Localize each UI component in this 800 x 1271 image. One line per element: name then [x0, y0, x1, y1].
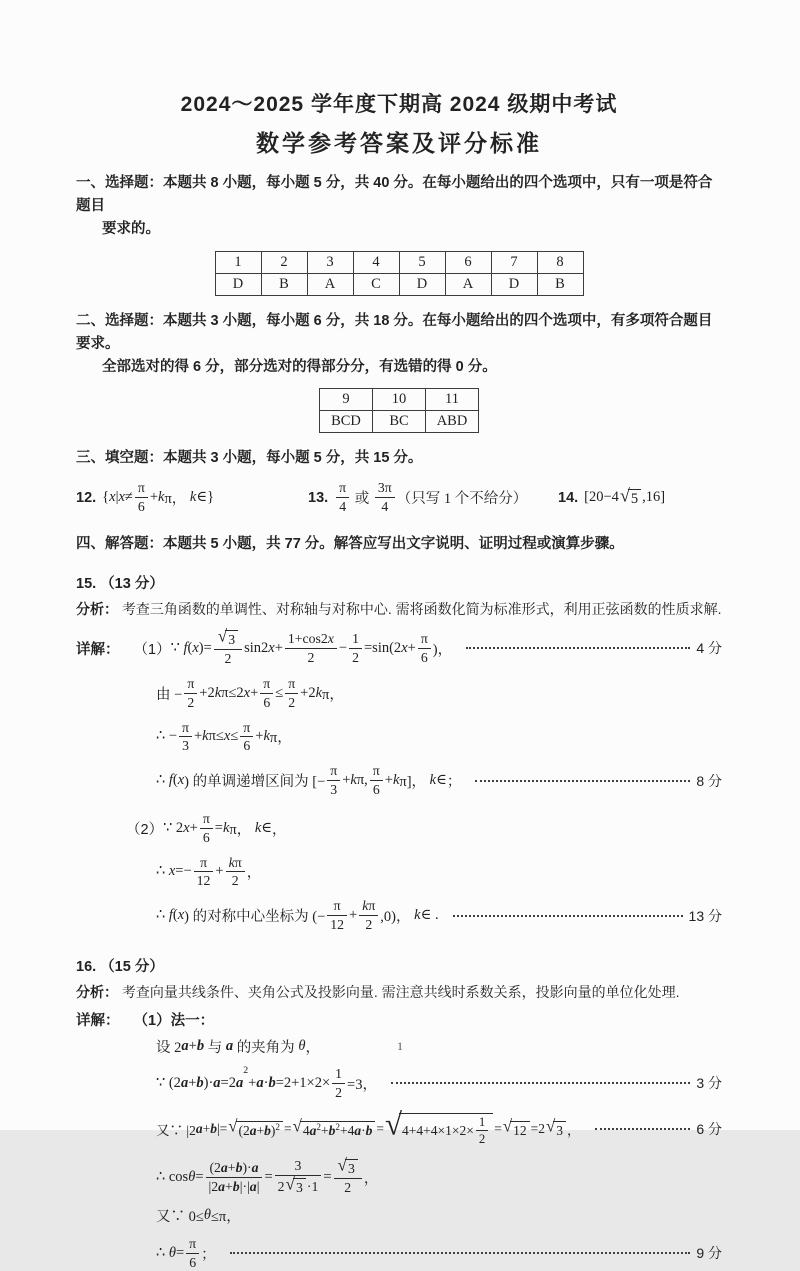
p15-part-2-step-3	[156, 898, 722, 933]
exam-title-line1: 2024～2025 学年度下期高 2024 级期中考试	[180, 93, 618, 116]
detail-label: 详解：	[76, 641, 120, 658]
problem-16-header: 16. （15 分）	[76, 959, 164, 975]
p15-step-2	[156, 676, 722, 711]
fill-blank-answers-row	[76, 480, 722, 515]
item-number: 14.	[558, 489, 579, 506]
question-number-cell: 8	[537, 251, 583, 273]
section-3-heading: 三、填空题：本题共 3 小题，每小题 5 分，共 15 分。	[76, 450, 423, 467]
question-number-cell: 2	[261, 251, 307, 273]
analysis-text: 考查三角函数的单调性、对称轴与对称中心. 需将函数化简为标准形式，利用正弦函数的性质求解.	[121, 601, 722, 618]
p16-formula-5: 又∵ 0≤ θ ≤π，	[156, 1207, 241, 1226]
question-number-cell: 6	[445, 251, 491, 273]
part-1-label: （1）	[133, 641, 171, 658]
section-2-heading-line2: 全部选对的得 6 分，部分选对的得部分分，有选错的得 0 分。	[102, 358, 497, 375]
question-number-cell: 3	[307, 251, 353, 273]
table-row-answers	[215, 273, 583, 295]
p16-step-4	[156, 1155, 722, 1196]
item-14-answer: [20−4 √ 5 ,16]	[584, 485, 666, 507]
dotted-leader	[475, 780, 690, 782]
item-number: 13.	[308, 489, 329, 506]
p16-step-3	[156, 1106, 722, 1148]
p15-step-3	[156, 720, 722, 755]
section-1-heading	[76, 172, 722, 242]
section-2-heading	[76, 310, 722, 380]
score-13: 13 分	[688, 907, 722, 924]
answer-item-14	[558, 485, 666, 508]
dotted-leader	[391, 1082, 690, 1084]
p16-step-2	[156, 1066, 722, 1101]
answer-table-questions-9-11	[319, 388, 479, 433]
score-8: 8 分	[696, 772, 722, 789]
score-4: 4 分	[696, 640, 722, 657]
answer-cell: A	[445, 273, 491, 295]
p16-formula-2: ∵ (2 a + b )· a =2 a 2 + a · b =2+1×2× $\frac{1}{2}$ =3，	[156, 1065, 377, 1100]
problem-15-header: 15. （13 分）	[76, 576, 164, 593]
p16-formula-1: 设 2 a + b 与 a 的夹角为 θ ，	[156, 1037, 320, 1056]
answer-cell: C	[353, 273, 399, 295]
answer-cell: BCD	[320, 411, 373, 433]
dotted-leader	[595, 1128, 691, 1130]
question-number-cell: 1	[215, 251, 261, 273]
dotted-leader	[230, 1252, 691, 1254]
question-number-cell: 5	[399, 251, 445, 273]
detail-label: 详解：	[76, 1012, 120, 1029]
question-number-cell: 10	[373, 389, 426, 411]
item-number: 12.	[76, 489, 97, 506]
p16-formula-6: ∴ θ = $\frac{\pi}{6}$ ；	[156, 1235, 216, 1270]
p15-formula-3: ∴ − $\frac{\pi}{3}$ + k π≤ x ≤ $\frac{\pi}{6}$ + k π，	[156, 719, 292, 754]
method-1-label: （1）法一：	[133, 1012, 215, 1029]
item-13-answer: $\frac{\pi}{4}$ 或 $\frac{3\pi}{4}$ （只写 1 个不给分）	[334, 480, 527, 515]
answer-cell: A	[307, 273, 353, 295]
problem-15-analysis	[76, 599, 722, 620]
exam-title-line2: 数学参考答案及评分标准	[256, 130, 542, 156]
score-9: 9 分	[696, 1245, 722, 1262]
question-number-cell: 7	[491, 251, 537, 273]
p15-step-4	[156, 763, 722, 798]
section-1-heading-line2: 要求的。	[102, 221, 160, 238]
answer-cell: ABD	[426, 411, 479, 433]
p15-formula-7: ∴ f ( x ) 的对称中心坐标为 (− $\frac{\pi}{12}$ + k π 2 ,0)， k ∈ .	[156, 898, 439, 933]
p16-method-line	[76, 1008, 722, 1030]
table-row-answers	[320, 411, 479, 433]
p15-part-2-step-2	[156, 855, 722, 890]
section-2-heading-line1: 二、选择题：本题共 3 小题，每小题 6 分，共 18 分。在每小题给出的四个选项中，有多项符合题目要求。	[76, 312, 713, 352]
score-3: 3 分	[696, 1075, 722, 1092]
p15-formula-5: ∵ 2 x + $\frac{\pi}{6}$ = k π， k ∈ ，	[163, 810, 287, 845]
p15-formula-2: 由 − $\frac{\pi}{2}$ +2 k π≤2 x + $\frac{\pi}{6}$ ≤ $\frac{\pi}{2}$ +2 k π，	[156, 675, 344, 710]
question-number-cell: 11	[426, 389, 479, 411]
part-2-label: （2）	[126, 821, 164, 838]
p16-formula-4: ∴ cos θ = (2 a + b )· a |2 a + b |·| a | = 3 2 √ 3 ·1 = √ 3 2 ，	[156, 1155, 379, 1196]
answer-item-12	[76, 480, 308, 515]
problem-16-analysis	[76, 982, 722, 1003]
analysis-label: 分析：	[76, 601, 118, 618]
answer-cell: BC	[373, 411, 426, 433]
p16-step-6	[156, 1236, 722, 1271]
section-4-heading: 四、解答题：本题共 5 小题，共 77 分。解答应写出文字说明、证明过程或演算步骤。	[76, 536, 624, 552]
answer-cell: D	[399, 273, 445, 295]
question-number-cell: 4	[353, 251, 399, 273]
table-row-question-numbers	[215, 251, 583, 273]
table-row-question-numbers	[320, 389, 479, 411]
answer-item-13	[308, 480, 558, 515]
p15-part-2-step-1	[126, 811, 722, 846]
dotted-leader	[466, 647, 690, 649]
analysis-text: 考查向量共线条件、夹角公式及投影向量. 需注意共线时系数关系，投影向量的单位化处理.	[121, 984, 680, 1000]
answer-table-questions-1-8	[215, 251, 584, 296]
score-6: 6 分	[696, 1121, 722, 1138]
p16-step-5	[156, 1205, 722, 1227]
answer-cell: B	[261, 273, 307, 295]
p15-step-1	[76, 626, 722, 667]
question-number-cell: 9	[320, 389, 373, 411]
section-1-heading-line1: 一、选择题：本题共 8 小题，每小题 5 分，共 40 分。在每小题给出的四个选项中，只有一项是符合题目	[76, 175, 713, 215]
p15-formula-4: ∴ f ( x ) 的单调递增区间为 [− $\frac{\pi}{3}$ + k π, $\frac{\pi}{6}$ + k π]， k ∈ ；	[156, 763, 462, 798]
answer-cell: D	[215, 273, 261, 295]
answer-cell: D	[491, 273, 537, 295]
p16-formula-3: 又∵ |2 a + b |= √ (2 a + b ) 2 = √ 4 a 2 + b 2 +4 a · b = √ 4+4+4×1×2× $\frac{1}{2}$ = √ 12 =2 √ 3 ，	[156, 1106, 581, 1147]
page-number: 1	[397, 1039, 403, 1053]
answer-cell: B	[537, 273, 583, 295]
analysis-label: 分析：	[76, 984, 118, 1000]
item-12-answer: { x | x ≠ $\frac{\pi}{6}$ + k π， k ∈ }	[102, 480, 215, 515]
p15-formula-6: ∴ x =− $\frac{\pi}{12}$ + k π 2 ，	[156, 854, 262, 889]
dotted-leader	[453, 915, 683, 917]
p15-formula-1: ∵ f ( x )= √ 3 2 sin2 x + 1+cos2 x 2 − $\frac{1}{2}$ =sin(2 x + $\frac{\pi}{6}$ )，	[170, 626, 453, 667]
